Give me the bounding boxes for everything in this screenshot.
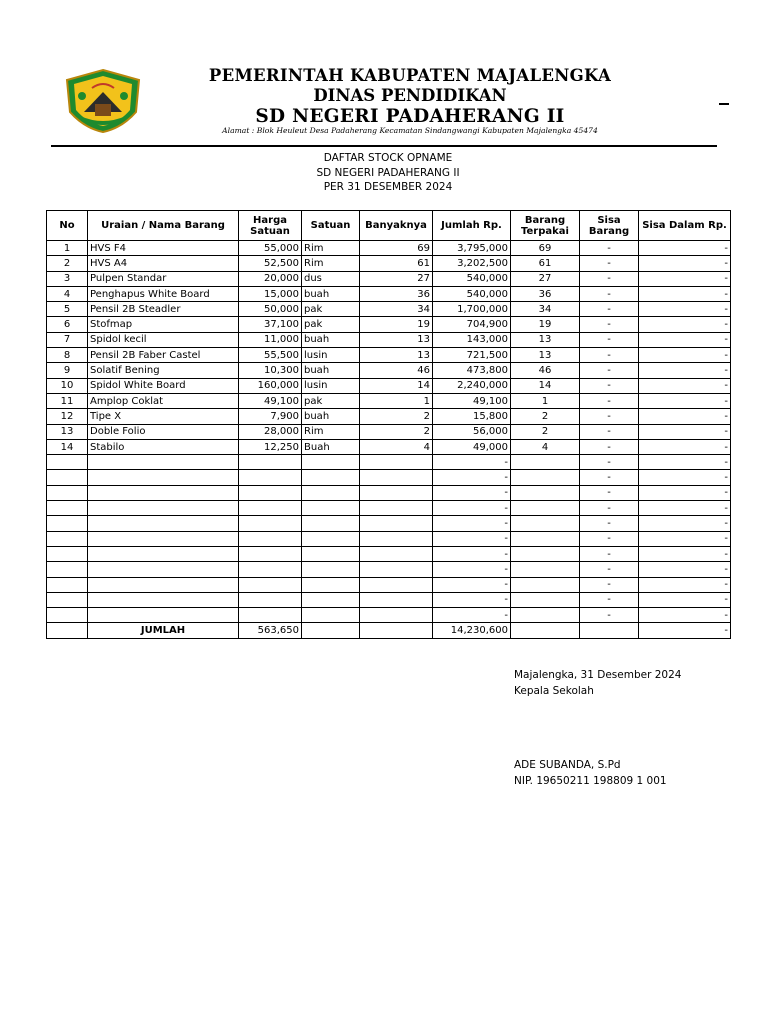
header-sisa: Sisa Barang xyxy=(580,211,639,241)
cell-satuan: buah xyxy=(302,332,360,347)
header-no: No xyxy=(47,211,88,241)
cell-no: 5 xyxy=(47,302,88,317)
header-jumlah: Jumlah Rp. xyxy=(433,211,511,241)
cell-no: 11 xyxy=(47,393,88,408)
cell-nama xyxy=(88,562,239,577)
cell-no: 7 xyxy=(47,332,88,347)
cell-banyak: 1 xyxy=(360,393,433,408)
cell-sisa: - xyxy=(580,424,639,439)
cell-banyak: 2 xyxy=(360,424,433,439)
cell-banyak xyxy=(360,546,433,561)
cell-harga xyxy=(239,516,302,531)
cell-terpakai: 13 xyxy=(511,332,580,347)
cell-sisa-rp: - xyxy=(639,516,731,531)
cell-terpakai: 19 xyxy=(511,317,580,332)
cell-no xyxy=(47,516,88,531)
cell-harga xyxy=(239,608,302,623)
cell-banyak xyxy=(360,562,433,577)
cell-nama: Pulpen Standar xyxy=(88,271,239,286)
cell-satuan: Rim xyxy=(302,424,360,439)
table-row xyxy=(47,363,731,378)
table-row xyxy=(47,409,731,424)
cell-satuan: buah xyxy=(302,409,360,424)
table-row xyxy=(47,455,731,470)
cell-sisa: - xyxy=(580,501,639,516)
cell-sisa: - xyxy=(580,317,639,332)
total-sisa xyxy=(580,623,639,638)
cell-sisa-rp: - xyxy=(639,470,731,485)
cell-sisa: - xyxy=(580,409,639,424)
cell-banyak xyxy=(360,592,433,607)
signature-nip: NIP. 19650211 198809 1 001 xyxy=(514,774,667,787)
cell-harga: 28,000 xyxy=(239,424,302,439)
cell-terpakai xyxy=(511,577,580,592)
cell-jumlah: - xyxy=(433,531,511,546)
cell-terpakai: 46 xyxy=(511,363,580,378)
cell-jumlah: 2,240,000 xyxy=(433,378,511,393)
cell-terpakai xyxy=(511,501,580,516)
table-header-row xyxy=(47,211,731,241)
cell-no: 6 xyxy=(47,317,88,332)
cell-satuan xyxy=(302,455,360,470)
cell-jumlah: 143,000 xyxy=(433,332,511,347)
header-uraian: Uraian / Nama Barang xyxy=(88,211,239,241)
table-row xyxy=(47,424,731,439)
cell-banyak: 61 xyxy=(360,256,433,271)
cell-banyak xyxy=(360,531,433,546)
cell-no xyxy=(47,608,88,623)
cell-sisa: - xyxy=(580,562,639,577)
cell-sisa-rp: - xyxy=(639,393,731,408)
cell-sisa-rp: - xyxy=(639,455,731,470)
cell-no xyxy=(47,455,88,470)
cell-banyak: 14 xyxy=(360,378,433,393)
cell-no xyxy=(47,531,88,546)
cell-sisa-rp: - xyxy=(639,439,731,454)
table-row xyxy=(47,271,731,286)
cell-sisa: - xyxy=(580,485,639,500)
table-row xyxy=(47,393,731,408)
cell-banyak: 27 xyxy=(360,271,433,286)
document-title xyxy=(240,151,536,195)
table-row xyxy=(47,577,731,592)
signature-block-top xyxy=(514,668,681,699)
margin-mark xyxy=(719,103,729,105)
cell-harga xyxy=(239,485,302,500)
cell-jumlah: - xyxy=(433,455,511,470)
cell-terpakai xyxy=(511,485,580,500)
cell-harga: 55,000 xyxy=(239,241,302,256)
table-row xyxy=(47,378,731,393)
cell-sisa-rp: - xyxy=(639,485,731,500)
cell-banyak xyxy=(360,455,433,470)
cell-no: 13 xyxy=(47,424,88,439)
cell-satuan: Buah xyxy=(302,439,360,454)
cell-harga: 50,000 xyxy=(239,302,302,317)
cell-satuan xyxy=(302,516,360,531)
cell-terpakai xyxy=(511,455,580,470)
cell-satuan xyxy=(302,546,360,561)
cell-nama xyxy=(88,531,239,546)
cell-satuan xyxy=(302,485,360,500)
cell-terpakai: 4 xyxy=(511,439,580,454)
total-satuan xyxy=(302,623,360,638)
cell-no: 3 xyxy=(47,271,88,286)
cell-jumlah: 1,700,000 xyxy=(433,302,511,317)
letterhead-address: Alamat : Blok Heuleut Desa Padaherang Kecamatan Sindangwangi Kabupaten Majalengka 45474 xyxy=(222,126,598,135)
table-row xyxy=(47,592,731,607)
header-harga: Harga Satuan xyxy=(239,211,302,241)
header-satuan: Satuan xyxy=(302,211,360,241)
cell-harga xyxy=(239,562,302,577)
cell-terpakai xyxy=(511,562,580,577)
cell-banyak xyxy=(360,470,433,485)
table-row xyxy=(47,516,731,531)
cell-nama: Doble Folio xyxy=(88,424,239,439)
cell-sisa-rp: - xyxy=(639,348,731,363)
cell-satuan: Rim xyxy=(302,256,360,271)
cell-sisa-rp: - xyxy=(639,302,731,317)
cell-sisa-rp: - xyxy=(639,378,731,393)
total-jumlah: 14,230,600 xyxy=(433,623,511,638)
cell-sisa-rp: - xyxy=(639,256,731,271)
signature-place-date: Majalengka, 31 Desember 2024 xyxy=(514,669,682,681)
cell-nama xyxy=(88,470,239,485)
cell-no xyxy=(47,562,88,577)
table-row xyxy=(47,470,731,485)
cell-no: 2 xyxy=(47,256,88,271)
cell-terpakai: 1 xyxy=(511,393,580,408)
cell-harga: 7,900 xyxy=(239,409,302,424)
cell-satuan xyxy=(302,501,360,516)
cell-nama: Pensil 2B Steadler xyxy=(88,302,239,317)
cell-nama xyxy=(88,608,239,623)
cell-banyak: 2 xyxy=(360,409,433,424)
cell-jumlah: 56,000 xyxy=(433,424,511,439)
cell-jumlah: - xyxy=(433,516,511,531)
cell-terpakai xyxy=(511,531,580,546)
cell-terpakai xyxy=(511,592,580,607)
cell-satuan xyxy=(302,592,360,607)
cell-banyak: 13 xyxy=(360,332,433,347)
cell-jumlah: 704,900 xyxy=(433,317,511,332)
cell-nama: Stabilo xyxy=(88,439,239,454)
cell-nama: Spidol kecil xyxy=(88,332,239,347)
cell-jumlah: - xyxy=(433,485,511,500)
cell-harga: 10,300 xyxy=(239,363,302,378)
cell-sisa: - xyxy=(580,241,639,256)
cell-terpakai xyxy=(511,546,580,561)
cell-no: 14 xyxy=(47,439,88,454)
cell-sisa-rp: - xyxy=(639,562,731,577)
cell-satuan xyxy=(302,531,360,546)
cell-harga xyxy=(239,546,302,561)
total-label: JUMLAH xyxy=(88,623,239,638)
cell-sisa-rp: - xyxy=(639,577,731,592)
cell-jumlah: - xyxy=(433,470,511,485)
cell-sisa: - xyxy=(580,577,639,592)
table-row xyxy=(47,439,731,454)
table-row xyxy=(47,241,731,256)
cell-nama: Amplop Coklat xyxy=(88,393,239,408)
cell-jumlah: - xyxy=(433,546,511,561)
cell-no: 12 xyxy=(47,409,88,424)
cell-sisa: - xyxy=(580,286,639,301)
cell-sisa-rp: - xyxy=(639,241,731,256)
cell-harga: 52,500 xyxy=(239,256,302,271)
cell-satuan: buah xyxy=(302,363,360,378)
header-terpakai: Barang Terpakai xyxy=(511,211,580,241)
cell-sisa: - xyxy=(580,439,639,454)
cell-jumlah: 721,500 xyxy=(433,348,511,363)
header-sisa-rp: Sisa Dalam Rp. xyxy=(639,211,731,241)
cell-jumlah: 3,202,500 xyxy=(433,256,511,271)
cell-sisa-rp: - xyxy=(639,286,731,301)
cell-sisa: - xyxy=(580,546,639,561)
cell-sisa: - xyxy=(580,516,639,531)
cell-nama: HVS A4 xyxy=(88,256,239,271)
cell-no: 8 xyxy=(47,348,88,363)
cell-harga xyxy=(239,577,302,592)
cell-sisa: - xyxy=(580,348,639,363)
cell-terpakai: 34 xyxy=(511,302,580,317)
cell-terpakai: 2 xyxy=(511,409,580,424)
cell-terpakai: 14 xyxy=(511,378,580,393)
cell-harga xyxy=(239,501,302,516)
cell-satuan: lusin xyxy=(302,348,360,363)
cell-jumlah: 540,000 xyxy=(433,271,511,286)
table-row xyxy=(47,608,731,623)
cell-satuan: Rim xyxy=(302,241,360,256)
cell-nama xyxy=(88,592,239,607)
cell-sisa: - xyxy=(580,332,639,347)
table-row xyxy=(47,531,731,546)
cell-nama: Spidol White Board xyxy=(88,378,239,393)
cell-satuan xyxy=(302,577,360,592)
cell-jumlah: 540,000 xyxy=(433,286,511,301)
cell-harga: 55,500 xyxy=(239,348,302,363)
cell-terpakai: 27 xyxy=(511,271,580,286)
table-row xyxy=(47,332,731,347)
cell-jumlah: 473,800 xyxy=(433,363,511,378)
cell-satuan: dus xyxy=(302,271,360,286)
cell-jumlah: - xyxy=(433,562,511,577)
cell-terpakai: 69 xyxy=(511,241,580,256)
cell-satuan xyxy=(302,470,360,485)
cell-jumlah: - xyxy=(433,501,511,516)
table-row xyxy=(47,485,731,500)
cell-banyak: 69 xyxy=(360,241,433,256)
cell-satuan xyxy=(302,562,360,577)
letterhead xyxy=(160,66,660,128)
letterhead-school: SD NEGERI PADAHERANG II xyxy=(255,106,565,127)
cell-terpakai: 61 xyxy=(511,256,580,271)
cell-sisa-rp: - xyxy=(639,592,731,607)
cell-nama xyxy=(88,485,239,500)
cell-terpakai xyxy=(511,470,580,485)
cell-nama xyxy=(88,455,239,470)
cell-no xyxy=(47,546,88,561)
cell-no xyxy=(47,501,88,516)
document-title-line1: DAFTAR STOCK OPNAME xyxy=(323,152,453,164)
cell-banyak xyxy=(360,485,433,500)
cell-sisa-rp: - xyxy=(639,501,731,516)
cell-satuan: pak xyxy=(302,317,360,332)
cell-satuan xyxy=(302,608,360,623)
cell-harga: 37,100 xyxy=(239,317,302,332)
cell-sisa-rp: - xyxy=(639,317,731,332)
regency-logo xyxy=(62,68,144,134)
cell-nama: Penghapus White Board xyxy=(88,286,239,301)
stock-opname-table xyxy=(46,210,731,639)
letterhead-government: PEMERINTAH KABUPATEN MAJALENGKA xyxy=(208,66,612,85)
cell-banyak: 4 xyxy=(360,439,433,454)
table-total-row xyxy=(47,623,731,638)
cell-terpakai xyxy=(511,516,580,531)
cell-banyak xyxy=(360,608,433,623)
cell-sisa-rp: - xyxy=(639,608,731,623)
cell-sisa-rp: - xyxy=(639,271,731,286)
cell-sisa: - xyxy=(580,363,639,378)
cell-banyak: 19 xyxy=(360,317,433,332)
cell-jumlah: - xyxy=(433,592,511,607)
cell-satuan: pak xyxy=(302,393,360,408)
document-title-line2: SD NEGERI PADAHERANG II xyxy=(316,166,460,179)
cell-sisa: - xyxy=(580,592,639,607)
cell-nama xyxy=(88,577,239,592)
cell-sisa-rp: - xyxy=(639,531,731,546)
cell-jumlah: - xyxy=(433,608,511,623)
cell-harga: 15,000 xyxy=(239,286,302,301)
cell-terpakai: 36 xyxy=(511,286,580,301)
cell-sisa: - xyxy=(580,455,639,470)
cell-harga: 49,100 xyxy=(239,393,302,408)
cell-harga xyxy=(239,470,302,485)
table-row xyxy=(47,348,731,363)
cell-sisa-rp: - xyxy=(639,363,731,378)
cell-sisa: - xyxy=(580,393,639,408)
cell-no: 9 xyxy=(47,363,88,378)
cell-nama xyxy=(88,546,239,561)
table-row xyxy=(47,501,731,516)
cell-satuan: buah xyxy=(302,286,360,301)
table-row xyxy=(47,546,731,561)
cell-no: 10 xyxy=(47,378,88,393)
header-banyaknya: Banyaknya xyxy=(360,211,433,241)
cell-nama: Pensil 2B Faber Castel xyxy=(88,348,239,363)
cell-jumlah: 15,800 xyxy=(433,409,511,424)
signature-name: ADE SUBANDA, S.Pd xyxy=(514,759,621,771)
cell-harga xyxy=(239,531,302,546)
cell-no: 1 xyxy=(47,241,88,256)
cell-sisa: - xyxy=(580,531,639,546)
cell-no xyxy=(47,485,88,500)
cell-banyak xyxy=(360,516,433,531)
document-title-line3: PER 31 DESEMBER 2024 xyxy=(323,181,453,193)
cell-no xyxy=(47,577,88,592)
cell-nama: Solatif Bening xyxy=(88,363,239,378)
signature-block-bottom xyxy=(514,758,667,789)
cell-no xyxy=(47,592,88,607)
letterhead-department: DINAS PENDIDIKAN xyxy=(313,86,507,105)
total-harga: 563,650 xyxy=(239,623,302,638)
table-row xyxy=(47,317,731,332)
signature-role: Kepala Sekolah xyxy=(514,684,594,697)
cell-sisa-rp: - xyxy=(639,409,731,424)
cell-nama xyxy=(88,501,239,516)
cell-satuan: lusin xyxy=(302,378,360,393)
total-sisa-rp: - xyxy=(639,623,731,638)
cell-banyak: 36 xyxy=(360,286,433,301)
letterhead-divider xyxy=(51,145,717,147)
cell-banyak xyxy=(360,577,433,592)
cell-nama: Tipe X xyxy=(88,409,239,424)
cell-sisa: - xyxy=(580,608,639,623)
table-row xyxy=(47,286,731,301)
cell-sisa: - xyxy=(580,378,639,393)
cell-banyak: 13 xyxy=(360,348,433,363)
total-banyaknya xyxy=(360,623,433,638)
cell-banyak: 46 xyxy=(360,363,433,378)
cell-sisa-rp: - xyxy=(639,546,731,561)
cell-sisa-rp: - xyxy=(639,424,731,439)
cell-jumlah: 49,000 xyxy=(433,439,511,454)
cell-sisa-rp: - xyxy=(639,332,731,347)
table-row xyxy=(47,562,731,577)
cell-harga xyxy=(239,592,302,607)
cell-sisa: - xyxy=(580,302,639,317)
total-no xyxy=(47,623,88,638)
cell-nama: HVS F4 xyxy=(88,241,239,256)
cell-sisa: - xyxy=(580,256,639,271)
cell-nama: Stofmap xyxy=(88,317,239,332)
cell-jumlah: - xyxy=(433,577,511,592)
table-body xyxy=(47,241,731,623)
cell-jumlah: 3,795,000 xyxy=(433,241,511,256)
cell-terpakai: 2 xyxy=(511,424,580,439)
table-row xyxy=(47,256,731,271)
cell-jumlah: 49,100 xyxy=(433,393,511,408)
cell-terpakai: 13 xyxy=(511,348,580,363)
cell-harga xyxy=(239,455,302,470)
cell-terpakai xyxy=(511,608,580,623)
cell-harga: 12,250 xyxy=(239,439,302,454)
cell-sisa: - xyxy=(580,271,639,286)
cell-satuan: pak xyxy=(302,302,360,317)
cell-harga: 160,000 xyxy=(239,378,302,393)
cell-nama xyxy=(88,516,239,531)
cell-harga: 20,000 xyxy=(239,271,302,286)
cell-no: 4 xyxy=(47,286,88,301)
cell-harga: 11,000 xyxy=(239,332,302,347)
cell-no xyxy=(47,470,88,485)
cell-banyak xyxy=(360,501,433,516)
table-row xyxy=(47,302,731,317)
cell-sisa: - xyxy=(580,470,639,485)
total-terpakai xyxy=(511,623,580,638)
cell-banyak: 34 xyxy=(360,302,433,317)
